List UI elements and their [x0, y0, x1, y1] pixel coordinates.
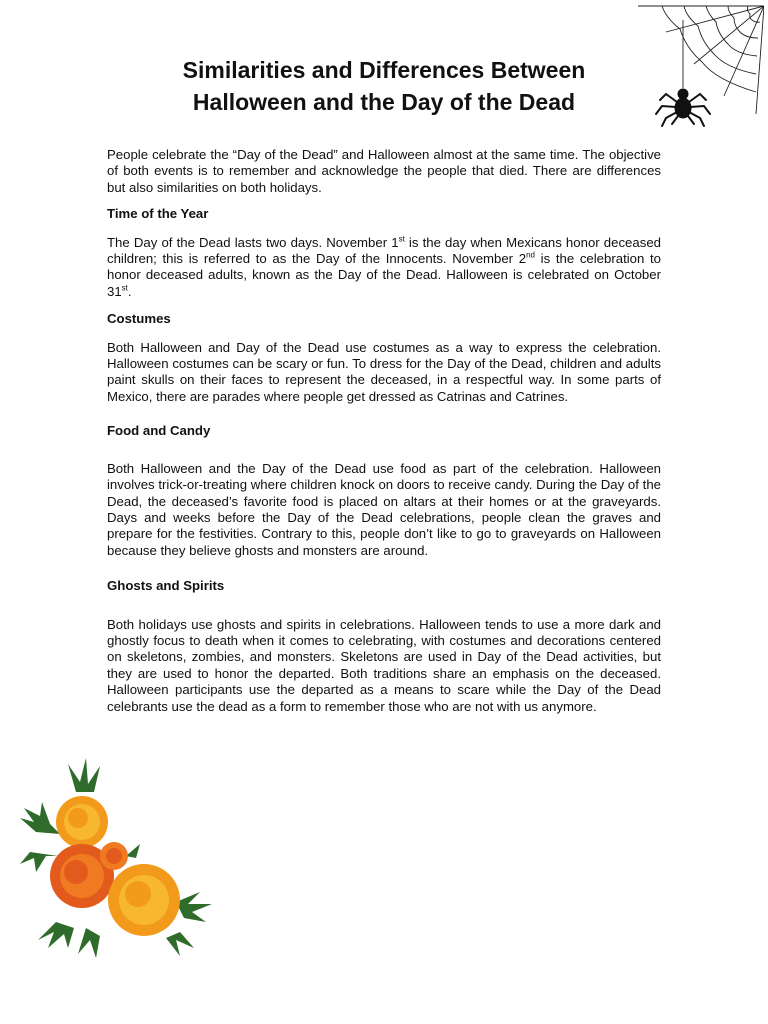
heading-time-of-year: Time of the Year — [107, 206, 209, 222]
title-line-2: Halloween and the Day of the Dead — [192, 89, 576, 115]
title-line-1: Similarities and Differences Between — [182, 57, 586, 83]
food-paragraph: Both Halloween and the Day of the Dead use food as part of the celebration. Halloween involves trick-or-treating where children knock on doors to receive candy. During the Day of the Dead, the deceased’s favorite food is placed on altars at their homes or at the graveyards. Days and weeks before the Day of the Dead celebrations, people clean the graves and prepare for the festivities. Contrary to this, people don’t like to go to graveyards on Halloween because they believe ghosts and monsters are around. — [107, 460, 661, 558]
spider-web-icon — [636, 4, 764, 128]
heading-ghosts-and-spirits: Ghosts and Spirits — [107, 578, 225, 594]
heading-costumes: Costumes — [107, 311, 171, 327]
intro-paragraph: People celebrate the “Day of the Dead” and Halloween almost at the same time. The objective of both events is to remember and acknowledge the people that died. There are differences but also similarities on both holidays. — [107, 147, 661, 195]
costumes-paragraph: Both Halloween and Day of the Dead use costumes as a way to express the celebration. Halloween costumes can be scary or fun. To dress for the Day of the Dead, children and adults paint skulls on their faces to represent the deceased, in a respectful way. In some parts of Mexico, there are parades where people get dressed as Catrinas and Catrines. — [107, 339, 661, 404]
heading-food-and-candy: Food and Candy — [107, 423, 211, 439]
ghosts-paragraph: Both holidays use ghosts and spirits in celebrations. Halloween tends to use a more dark and ghostly focus to death when it comes to celebrating, with costumes and decorations centered on skeletons, zombies, and monsters. Skeletons are used in Day of the Dead activities, but they are used to honor the departed. Both traditions share an emphasis on the deceased. Halloween participants use the departed as a means to scare while the Day of the Dead celebrants use the dead as a form to remember those who are not with us anymore. — [107, 616, 661, 714]
marigold-flowers-icon — [16, 752, 216, 964]
time-of-year-paragraph: The Day of the Dead lasts two days. November 1st is the day when Mexicans honor deceased children; this is referred to as the Day of the Innocents. November 2nd is the celebration to honor deceased adults, known as the Day of the Dead. Halloween is celebrated on October 31st. — [107, 234, 662, 299]
document-body — [107, 147, 661, 715]
page-title — [130, 54, 638, 118]
